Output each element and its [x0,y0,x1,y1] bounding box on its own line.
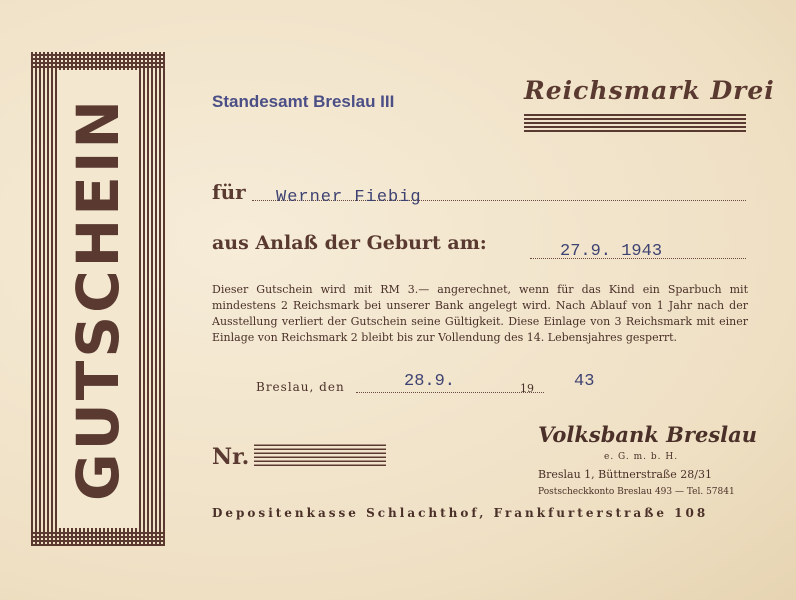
bank-legal-form: e. G. m. b. H. [604,452,679,462]
number-field-lines [254,442,386,466]
bank-postal-account: Postscheckkonto Breslau 493 — Tel. 57841 [538,487,735,497]
banner-top-stripes [31,52,165,68]
issue-year-suffix: 43 [574,372,595,391]
recipient-label: für [212,180,246,204]
bank-name: Volksbank Breslau [538,422,757,447]
gutschein-banner [31,52,165,546]
banner-inner-panel [57,70,139,528]
banner-bottom-stripes [31,530,165,546]
banner-title: GUTSCHEIN [64,97,132,501]
terms-paragraph: Dieser Gutschein wird mit RM 3.— angerechnet, wenn für das Kind ein Sparbuch mit mindestens 2 Reichsmark bei unserer Bank angelegt wird. Nach Ablauf von 1 Jahr nach der Ausstellung verliert der Gutschein seine Gültigkeit. Diese Einlage von 3 Reichsmark mit einer Einlage von Reichsmark 2 bleibt bis zur Vollendung des 14. Lebensjahres gesperrt. [212,283,748,344]
number-label: Nr. [212,444,250,470]
birth-date: 27.9. 1943 [560,242,663,261]
amount-title: Reichsmark Drei [524,76,775,105]
issue-place: Breslau, den [256,380,345,394]
occasion-label: aus Anlaß der Geburt am: [212,232,487,254]
issue-date-dotted-line [356,392,544,393]
amount-underline-stripes [524,112,746,132]
bank-address: Breslau 1, Büttnerstraße 28/31 [538,468,712,481]
branch-address: Depositenkasse Schlachthof, Frankfurterstraße 108 [212,506,709,520]
issue-year-prefix: 19 [520,382,534,395]
issue-date: 28.9. [404,372,456,391]
registry-office-stamp: Standesamt Breslau III [212,92,395,111]
recipient-name: Werner Fiebig [276,188,422,207]
